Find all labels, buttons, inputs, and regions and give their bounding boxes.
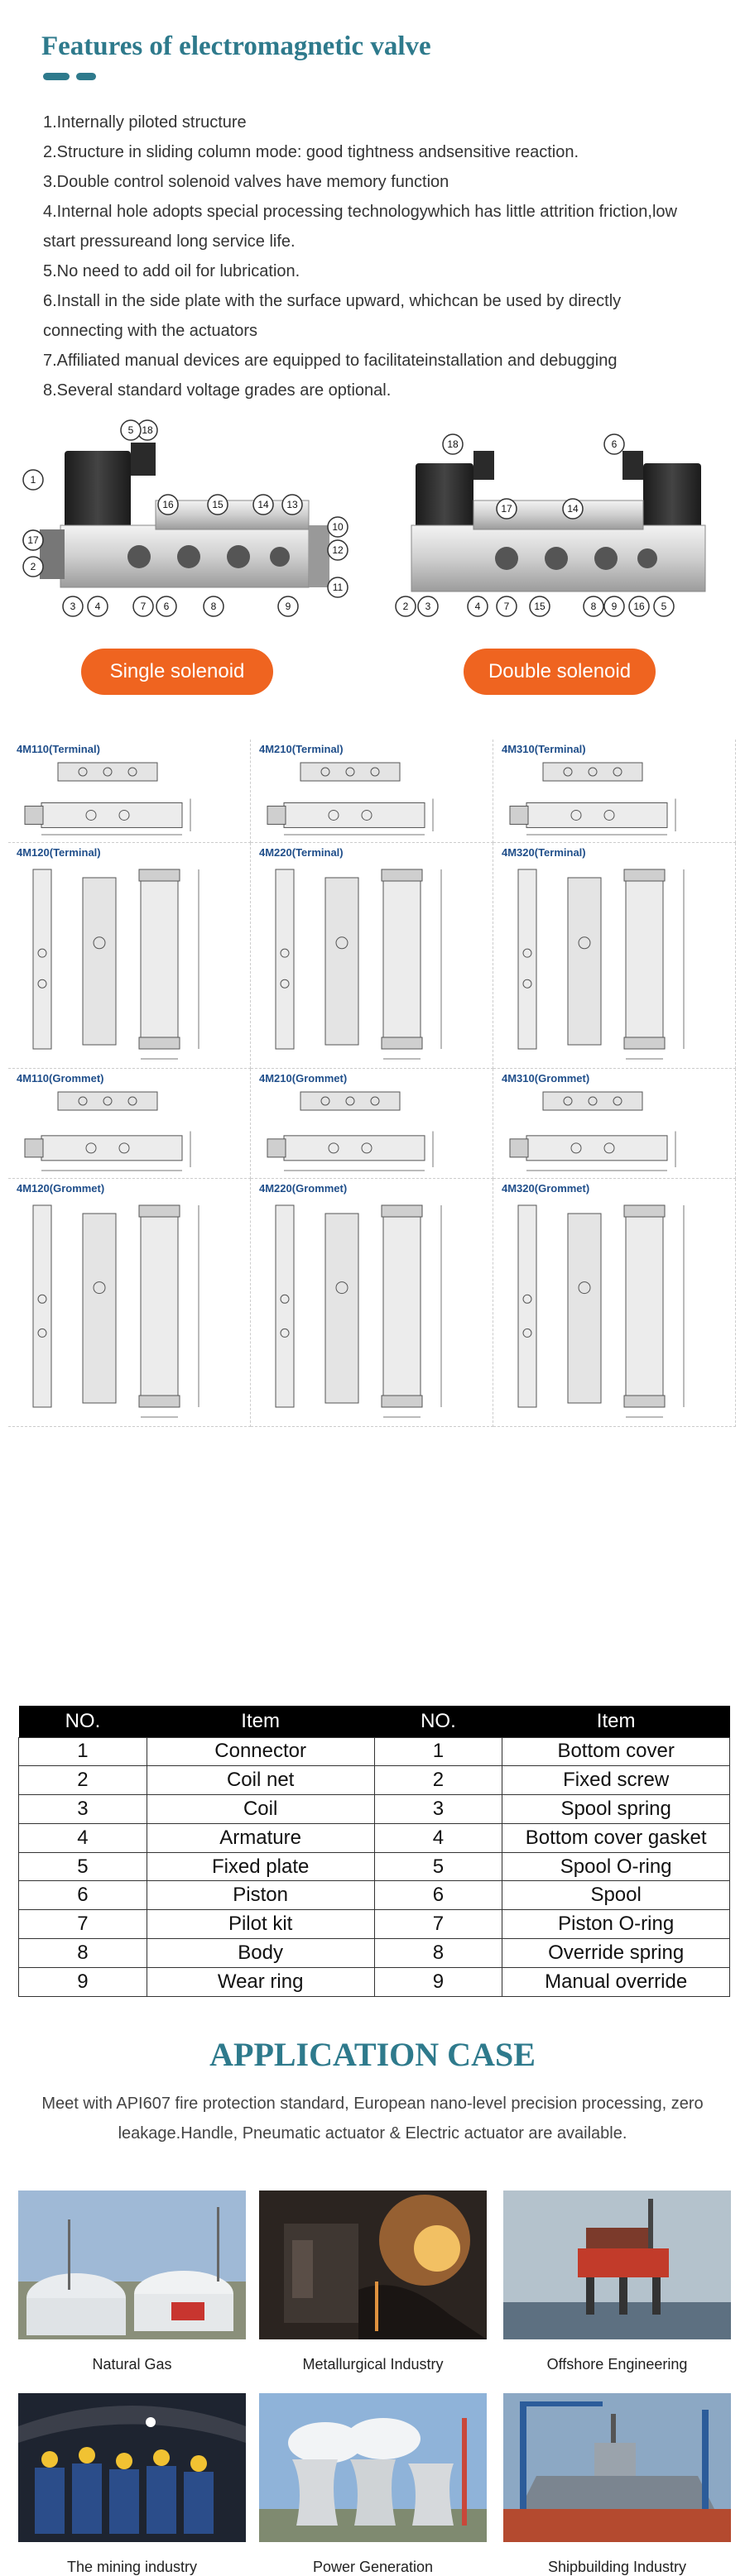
dimension-drawing-cell xyxy=(8,740,251,843)
part-name-cell: Connector xyxy=(147,1737,374,1766)
dimension-drawing-graphic xyxy=(493,1197,733,1424)
part-name-cell: Spool O-ring xyxy=(502,1852,730,1881)
part-name-cell: Coil net xyxy=(147,1766,374,1795)
callout-number: 11 xyxy=(332,582,344,593)
callout-number: 16 xyxy=(633,601,645,612)
part-number-cell: 3 xyxy=(19,1795,147,1824)
drawing-title: 4M120(Grommet) xyxy=(17,1182,105,1195)
dimension-drawing-cell xyxy=(493,1179,736,1427)
callout-number: 15 xyxy=(212,499,223,510)
table-header: Item xyxy=(147,1706,374,1737)
single-solenoid-button[interactable]: Single solenoid xyxy=(81,649,273,695)
callout-number: 6 xyxy=(611,438,618,450)
callout-number: 14 xyxy=(257,499,269,510)
case-label: Power Generation xyxy=(312,2559,434,2575)
part-name-cell: Spool spring xyxy=(502,1795,730,1824)
callout-number: 12 xyxy=(332,544,344,556)
table-row xyxy=(19,1939,730,1968)
drawing-title: 4M220(Grommet) xyxy=(259,1182,348,1195)
table-row xyxy=(19,1852,730,1881)
part-number-cell: 1 xyxy=(374,1737,502,1766)
dimension-drawing-graphic xyxy=(251,758,490,840)
power-generation-image xyxy=(259,2393,487,2542)
dimension-drawing-graphic xyxy=(251,861,490,1065)
callout-number: 7 xyxy=(140,601,147,612)
dimension-drawing-graphic xyxy=(8,1087,248,1175)
callout-number: 8 xyxy=(210,601,217,612)
part-number-cell: 1 xyxy=(19,1737,147,1766)
drawing-title: 4M310(Grommet) xyxy=(502,1072,590,1085)
dimension-drawing-cell xyxy=(493,1069,736,1179)
double-solenoid-valve-image xyxy=(391,418,730,625)
case-label: Metallurgical Industry xyxy=(302,2356,444,2373)
callout-number: 9 xyxy=(285,601,291,612)
table-row xyxy=(19,1737,730,1766)
feature-item: 3.Double control solenoid valves have memory function xyxy=(43,173,449,191)
drawing-title: 4M320(Grommet) xyxy=(502,1182,590,1195)
case-label: Natural Gas xyxy=(92,2356,172,2373)
part-number-cell: 4 xyxy=(374,1823,502,1852)
part-number-cell: 2 xyxy=(19,1766,147,1795)
callout-number: 14 xyxy=(567,503,579,515)
double-solenoid-button[interactable]: Double solenoid xyxy=(464,649,656,695)
part-name-cell: Body xyxy=(147,1939,374,1968)
callout-number: 17 xyxy=(27,534,39,546)
part-name-cell: Piston O-ring xyxy=(502,1910,730,1939)
part-name-cell: Coil xyxy=(147,1795,374,1824)
drawing-title: 4M110(Grommet) xyxy=(17,1072,104,1085)
callout-number: 15 xyxy=(534,601,546,612)
feature-item: 1.Internally piloted structure xyxy=(43,113,247,132)
dimension-drawing-graphic xyxy=(493,758,733,840)
case-card-shipbuilding[interactable] xyxy=(503,2393,731,2576)
dimension-drawing-cell xyxy=(8,1069,251,1179)
table-row xyxy=(19,1795,730,1824)
part-name-cell: Bottom cover gasket xyxy=(502,1823,730,1852)
callout-number: 9 xyxy=(611,601,618,612)
features-list xyxy=(43,108,705,405)
part-number-cell: 6 xyxy=(19,1881,147,1910)
title-underline-bar xyxy=(76,73,96,80)
drawing-title: 4M320(Terminal) xyxy=(502,846,586,859)
callout-number: 5 xyxy=(661,601,667,612)
callout-number: 18 xyxy=(142,424,153,436)
table-header-row xyxy=(19,1706,730,1737)
shipbuilding-industry-image xyxy=(503,2393,731,2542)
table-row xyxy=(19,1766,730,1795)
callout-number: 4 xyxy=(474,601,481,612)
part-number-cell: 5 xyxy=(374,1852,502,1881)
feature-item: 7.Affiliated manual devices are equipped to facilitateinstallation and debugging xyxy=(43,352,618,370)
part-name-cell: Manual override xyxy=(502,1967,730,1996)
mining-industry-image xyxy=(18,2393,246,2542)
dimension-drawing-graphic xyxy=(8,1197,248,1424)
callout-number: 1 xyxy=(30,474,36,486)
callout-number: 2 xyxy=(402,601,409,612)
drawing-title: 4M120(Terminal) xyxy=(17,846,101,859)
dimension-drawing-cell xyxy=(251,1179,493,1427)
part-number-cell: 2 xyxy=(374,1766,502,1795)
part-number-cell: 8 xyxy=(374,1939,502,1968)
feature-item: 6.Install in the side plate with the surface upward, whichcan be used by directly connecting with the actuators xyxy=(43,292,622,340)
part-number-cell: 9 xyxy=(19,1967,147,1996)
dimension-drawing-graphic xyxy=(8,861,248,1065)
dimension-drawing-cell xyxy=(251,843,493,1069)
table-header: Item xyxy=(502,1706,730,1737)
part-number-cell: 3 xyxy=(374,1795,502,1824)
parts-table xyxy=(18,1706,730,1997)
callout-number: 17 xyxy=(501,503,512,515)
part-number-cell: 9 xyxy=(374,1967,502,1996)
case-card-offshore[interactable] xyxy=(503,2191,731,2373)
table-row xyxy=(19,1823,730,1852)
part-name-cell: Piston xyxy=(147,1881,374,1910)
part-number-cell: 5 xyxy=(19,1852,147,1881)
callout-number: 10 xyxy=(332,521,344,533)
title-underline-bar xyxy=(43,73,70,80)
callout-number: 18 xyxy=(447,438,459,450)
dimension-drawing-cell xyxy=(8,843,251,1069)
drawing-title: 4M210(Grommet) xyxy=(259,1072,348,1085)
case-card-metallurgical[interactable] xyxy=(259,2191,487,2373)
callout-number: 4 xyxy=(94,601,101,612)
case-card-natural-gas[interactable] xyxy=(18,2191,246,2373)
dimension-drawing-graphic xyxy=(493,1087,733,1175)
natural-gas-image xyxy=(18,2191,246,2339)
part-number-cell: 4 xyxy=(19,1823,147,1852)
callout-number: 6 xyxy=(163,601,170,612)
dimension-drawing-graphic xyxy=(493,861,733,1065)
callout-number: 2 xyxy=(30,561,36,572)
dimension-drawing-graphic xyxy=(8,758,248,840)
case-label: The mining industry xyxy=(66,2559,198,2575)
part-number-cell: 7 xyxy=(374,1910,502,1939)
feature-item: 4.Internal hole adopts special processing technologywhich has little attrition friction,low start pressureand long service life. xyxy=(43,203,677,251)
dimension-drawing-cell xyxy=(493,843,736,1069)
part-name-cell: Pilot kit xyxy=(147,1910,374,1939)
part-number-cell: 6 xyxy=(374,1881,502,1910)
drawing-title: 4M310(Terminal) xyxy=(502,743,586,755)
dimension-drawings-grid xyxy=(8,740,737,1676)
callout-number: 5 xyxy=(127,424,134,436)
table-header: NO. xyxy=(19,1706,147,1737)
part-name-cell: Fixed screw xyxy=(502,1766,730,1795)
feature-item: 5.No need to add oil for lubrication. xyxy=(43,262,300,280)
case-label: Offshore Engineering xyxy=(546,2356,688,2373)
callout-number: 3 xyxy=(425,601,431,612)
drawing-title: 4M110(Terminal) xyxy=(17,743,100,755)
metallurgical-industry-image xyxy=(259,2191,487,2339)
callout-number: 3 xyxy=(70,601,76,612)
feature-item: 2.Structure in sliding column mode: good tightness andsensitive reaction. xyxy=(43,143,579,161)
callout-number: 13 xyxy=(286,499,298,510)
features-title: Features of electromagnetic valve xyxy=(41,31,431,61)
offshore-engineering-image xyxy=(503,2191,731,2339)
table-row xyxy=(19,1910,730,1939)
single-solenoid-valve-image xyxy=(15,418,354,625)
case-label: Shipbuilding Industry xyxy=(547,2559,687,2575)
part-number-cell: 8 xyxy=(19,1939,147,1968)
table-row xyxy=(19,1967,730,1996)
table-row xyxy=(19,1881,730,1910)
application-title: APPLICATION CASE xyxy=(209,2036,536,2073)
part-name-cell: Wear ring xyxy=(147,1967,374,1996)
case-card-mining[interactable] xyxy=(18,2393,246,2576)
application-description: Meet with API607 fire protection standard, European nano-level precision processing, zero leakage.Handle, Pneumatic actuator & Electric actuator are available. xyxy=(41,2095,704,2143)
dimension-drawing-cell xyxy=(251,740,493,843)
part-name-cell: Override spring xyxy=(502,1939,730,1968)
dimension-drawing-graphic xyxy=(251,1087,490,1175)
callout-number: 7 xyxy=(503,601,510,612)
drawing-title: 4M220(Terminal) xyxy=(259,846,344,859)
part-name-cell: Fixed plate xyxy=(147,1852,374,1881)
dimension-drawing-graphic xyxy=(251,1197,490,1424)
callout-number: 16 xyxy=(162,499,174,510)
part-name-cell: Bottom cover xyxy=(502,1737,730,1766)
callout-number: 8 xyxy=(590,601,597,612)
part-number-cell: 7 xyxy=(19,1910,147,1939)
drawing-title: 4M210(Terminal) xyxy=(259,743,344,755)
case-card-power-generation[interactable] xyxy=(259,2393,487,2576)
part-name-cell: Spool xyxy=(502,1881,730,1910)
feature-item: 8.Several standard voltage grades are optional. xyxy=(43,381,392,400)
table-header: NO. xyxy=(374,1706,502,1737)
dimension-drawing-cell xyxy=(493,740,736,843)
dimension-drawing-cell xyxy=(251,1069,493,1179)
dimension-drawing-cell xyxy=(8,1179,251,1427)
part-name-cell: Armature xyxy=(147,1823,374,1852)
